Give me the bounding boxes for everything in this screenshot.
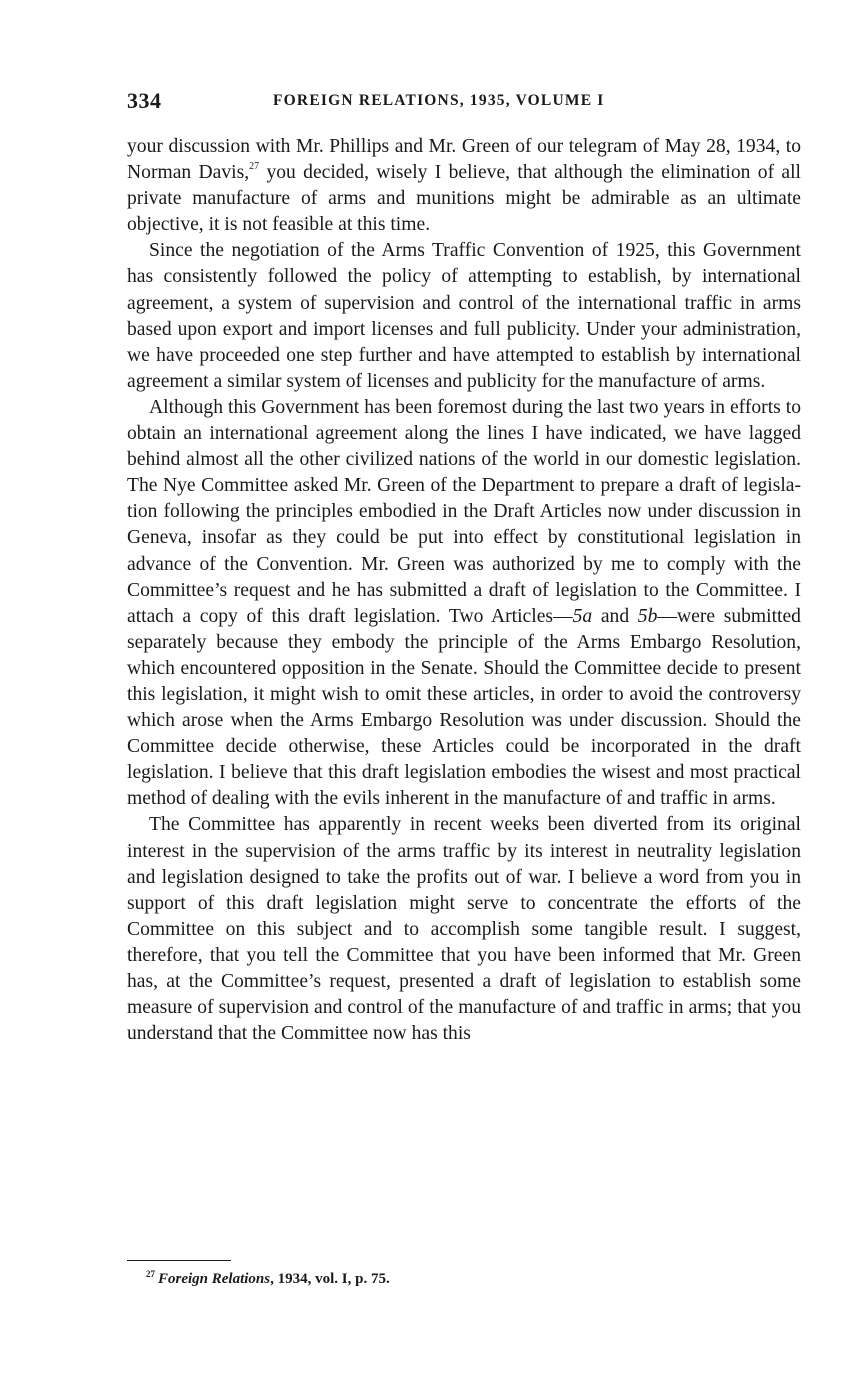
footnote-divider: [127, 1260, 231, 1261]
footnote-citation: , 1934, vol. I, p. 75.: [270, 1271, 390, 1287]
article-reference: 5b: [637, 605, 658, 627]
paragraph-text: Although this Government has been foremost during the last two years in efforts to obtain an international agreement along the lines I have indicated, we have lagged behind almost all the other civilized nations of the world in our domestic legislation. The Nye Committee asked Mr. Green of the Department to prepare a draft of legislation following the principles embodied in the Draft Articles now under discussion in Geneva, insofar as they could be put into effect by constitutional legislation in advance of the Convention. Mr. Green was authorized by me to comply with the Committee’s request and he has submitted a draft of legislation to the Committee. I attach a copy of this draft legislation. Two Articles—: [127, 396, 801, 627]
footnote-number: 27: [146, 1269, 155, 1279]
paragraph: Since the negotiation of the Arms Traffic Convention of 1925, this Government has consistently followed the policy of attempting to establish, by international agreement, a system of supervision and control of the international traffic in arms based upon export and import licenses and full publicity. Under your administration, we have proceeded one step further and have attempted to establish by international agreement a similar system of licenses and publicity for the manufacture of arms.: [127, 240, 801, 392]
page-number: 334: [127, 88, 162, 113]
document-page: [127, 88, 801, 1047]
paragraph: The Committee has apparently in recent weeks been diverted from its original interest in the supervision of the arms traffic by its interest in neutrality legislation and legislation designed to take the profits out of war. I believe a word from you in support of this draft legislation might serve to concentrate the efforts of the Committee on this subject and to accomplish some tangible result. I suggest, therefore, that you tell the Committee that you have been informed that Mr. Green has, at the Committee’s request, presented a draft of legislation to establish some measure of supervision and control of the manufacture of and traffic in arms; that you understand that the Committee now has this: [127, 814, 801, 1045]
running-head: [127, 88, 801, 114]
paragraph-text: you decided, wisely I believe, that although the elimination of all private manufacture of arms and munitions might be admirable as an ultimate objective, it is not feasible at this time.: [127, 162, 801, 236]
paragraph-continued: [127, 134, 801, 238]
footnote-reference: 27: [249, 161, 260, 173]
paragraph: [127, 395, 801, 813]
paragraph-text: and: [592, 605, 638, 627]
footnote-source-title: Foreign Relations: [158, 1271, 271, 1287]
paragraph-text: —were submitted separately because they embody the principle of the Arms Embargo Resolution, which encountered opposition in the Senate. Should the Committee decide to present this legislation, it might wish to omit these articles, in order to avoid the controversy which arose when the Arms Embargo Resolution was under discussion. Should the Committee decide otherwise, these Articles could be incorporated in the draft legislation. I believe that this draft legislation embodies the wisest and most practical method of dealing with the evils inherent in the manufacture of and traffic in arms.: [127, 605, 801, 810]
footnote: [146, 1271, 390, 1288]
article-reference: 5a: [572, 605, 593, 627]
body-text: [127, 134, 801, 1047]
paragraph-text: your discussion with Mr. Phillips and Mr. Green of our telegram of May 28, 1934, to Norman Davis,: [127, 136, 801, 184]
running-head-title: FOREIGN RELATIONS, 1935, VOLUME I: [273, 92, 605, 109]
